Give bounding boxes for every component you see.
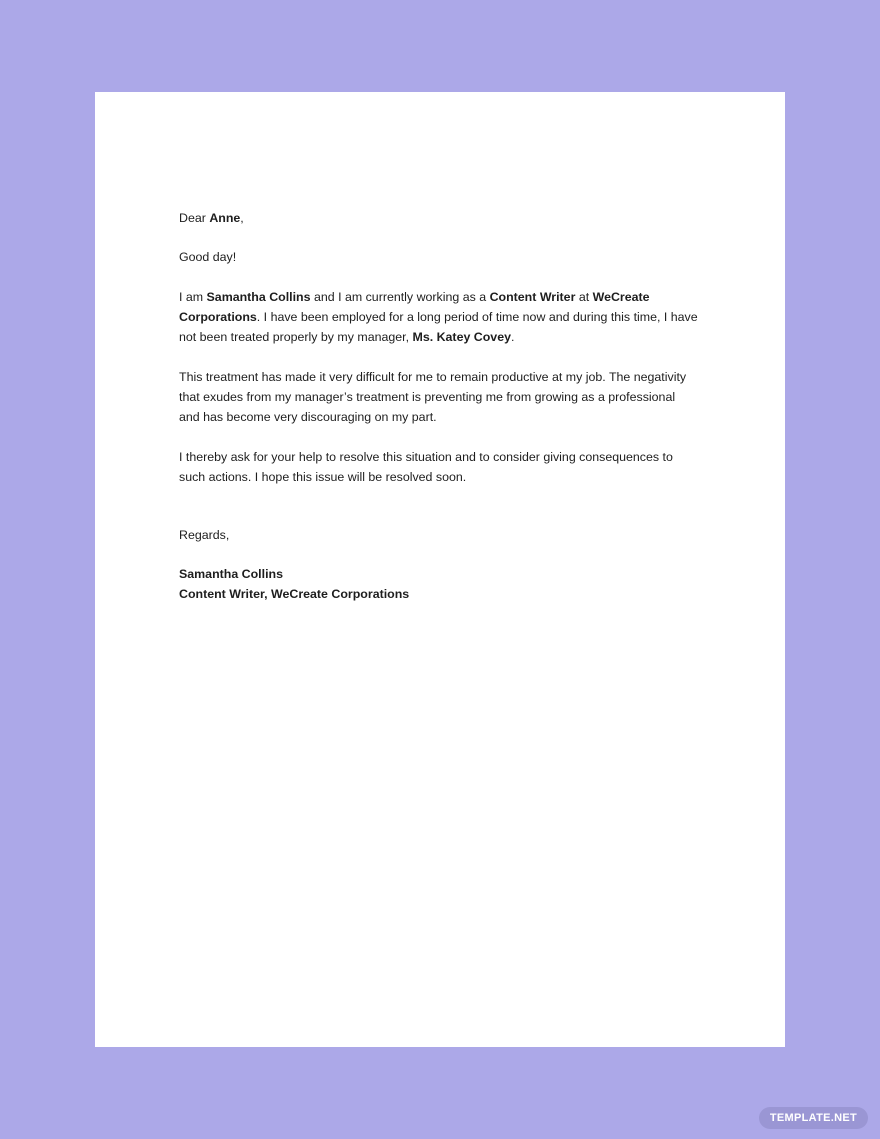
closing: Regards, [179, 528, 230, 542]
salutation-suffix: , [240, 211, 244, 225]
paragraph-request: I thereby ask for your help to resolve this situation and to consider giving consequences to such actions. I hope this issue will be resolved soon. [179, 450, 673, 484]
salutation-prefix: Dear [179, 211, 210, 225]
letter-page [95, 92, 785, 1047]
company-name: WeCreate Corporations [179, 290, 650, 324]
signature-name: Samantha Collins [179, 567, 283, 581]
watermark-badge: TEMPLATE.NET [759, 1107, 868, 1129]
paragraph-impact: This treatment has made it very difficult for me to remain productive at my job. The negativity that exudes from my manager’s treatment is preventing me from growing as a professional and has become very discouraging on my part. [179, 370, 687, 424]
paragraph-intro: I am Samantha Collins and I am currently working as a Content Writer at WeCreate Corporations. I have been employed for a long period of time now and during this time, I have not been treated properly by my manager, Ms. Katey Covey. [179, 290, 698, 344]
sender-position: Content Writer [489, 290, 576, 304]
recipient-name: Anne [209, 211, 241, 225]
sender-name: Samantha Collins [206, 290, 311, 304]
salutation [179, 208, 699, 228]
greeting: Good day! [179, 250, 237, 264]
manager-name: Ms. Katey Covey [412, 330, 511, 344]
letter-body [179, 208, 699, 604]
signature-title: Content Writer, WeCreate Corporations [179, 587, 410, 601]
